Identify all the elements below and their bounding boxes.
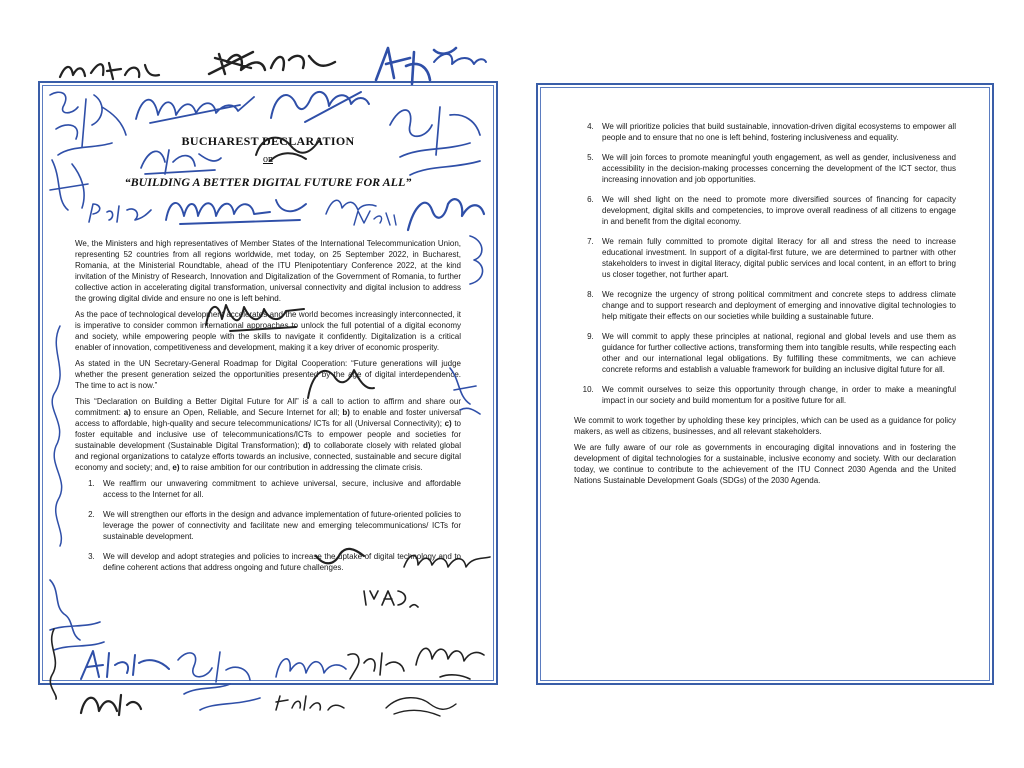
list-item: 9. We will commit to apply these principles at national, regional and global levels and use them as guidance for further collective actions, transforming them into tangible results, while respecting each other and our international legal obligations. By fulfilling these commitments, we can achieve concrete reforms and establish a valuable framework for building an inclusive digital future for all.: [596, 331, 956, 375]
signature: [75, 685, 145, 720]
commitments-list-1: [75, 478, 461, 573]
list-item: 3. We will develop and adopt strategies and policies to increase the uptake of digital technology and to define coherent actions that address ongoing and future challenges.: [97, 551, 461, 573]
list-item: 4. We will prioritize policies that build sustainable, innovation-driven digital ecosystems to empower all people and to ensure that no one is left behind, fostering inclusiveness and equality.: [596, 121, 956, 143]
paragraph-call-to-action: This “Declaration on Building a Better Digital Future for All” is a call to action to affirm and share our commitment: a) to ensure an Open, Reliable, and Secure Internet for all; b) to enable and foster universal access to affordable, high-quality and secure telecommunications/ ICTs for all (Universal Connectivity); c) to foster equitable and inclusive use of telecommunications/ICTs to empower people and societies for sustainable development (Sustainable Digital Transformation); d) to collaborate closely with related global and regional organizations to catalyze efforts towards an inclusive, connected, sustainable and secure digital economy and society; and, e) to raise ambition for our contribution in addressing the climate crisis.: [75, 397, 462, 472]
declaration-on: on: [263, 154, 273, 165]
declaration-title: BUCHAREST DECLARATION: [181, 134, 355, 148]
list-item: 7. We remain fully committed to promote digital literacy for all and stress the need to increase educational investment. In support of a digital-first future, we are determined to partner with other stakeholders to invest in digital literacy, digital public services and local content, in an effort to bring us closer together, not further apart.: [596, 236, 956, 280]
list-item: 8. We recognize the urgency of strong political commitment and concrete steps to address climate change and to support research and deployment of emerging and innovative digital technologies to help mitigate their effects on our societies while building a sustainable future.: [596, 289, 956, 322]
commitments-list-2: [574, 121, 956, 406]
left-body: [75, 238, 461, 582]
signature: [380, 690, 460, 720]
declaration-subtitle: “BUILDING A BETTER DIGITAL FUTURE FOR ALL”: [124, 175, 412, 189]
paragraph-pace: As the pace of technological development accelerates and the world becomes increasingly interconnected, it is imperative to consider common international approaches to unlock the full potential of a digital economy and society, while empowering people with the skills to navigate it confidently. Digitalization is a critical enabler of innovation, competitiveness and development, making it a key driver of economic prosperity.: [75, 310, 461, 352]
right-page: [536, 83, 994, 685]
list-item: 2. We will strengthen our efforts in the design and advance implementation of future-oriented policies to leverage the power of connectivity and facilitate new and emerging telecommunications/ ICTs for sustainable development.: [97, 509, 461, 542]
left-page: [38, 81, 498, 685]
list-item: 1. We reaffirm our unwavering commitment to achieve universal, secure, inclusive and affordable access to the Internet for all.: [97, 478, 461, 500]
signature: [205, 48, 340, 78]
list-item: 5. We will join forces to promote meaningful youth engagement, as well as gender, inclusiveness and accessibility in the decision-making processes concerning the development of the ICT sector, thus increasing innovation and job opportunities.: [596, 152, 956, 185]
right-body: [574, 121, 956, 491]
signature: [430, 48, 490, 70]
paragraph-intro: We, the Ministers and high representatives of Member States of the International Telecommunication Union, representing 52 countries from all regions worldwide, met today, on 25 September 2022, in Bucharest, Romania, at the Ministerial Roundtable, ahead of the ITU Plenipotentiary Conference 2022, at the kind invitation of the Ministry of Research, Innovation and Digitalization of the Government of Romania, to further collective action in accelerating digital transformation, universal connectivity and digital inclusion to address the growing digital divide and ensure no one is left behind.: [75, 239, 461, 303]
closing-paragraph-2: We are fully aware of our role as governments in encouraging digital innovations and in fostering the development of digital technologies for a sustainable, inclusive economy and society. With our declaration today, we continue to contribute to the achievement of the ITU Connect 2030 Agenda and the United Nations Sustainable Development Goals (SDGs) of the 2030 Agenda.: [574, 443, 956, 485]
list-item: 10. We commit ourselves to seize this opportunity through change, in order to make a meaningful impact in our society and build momentum for a positive future for all.: [596, 384, 956, 406]
closing-paragraph-1: We commit to work together by upholding these key principles, which can be used as a guidance for policy makers, as well as citizens, businesses, and all relevant stakeholders.: [574, 416, 956, 436]
signature: [270, 690, 350, 715]
paragraph-roadmap: As stated in the UN Secretary-General Roadmap for Digital Cooperation: “Future generations will judge whether the present generation seized the opportunities presented by the age of digital interdependence. The time to act is now.”: [75, 359, 461, 390]
list-item: 6. We will shed light on the need to promote more diversified sources of financing for capacity development, digital skills and competencies, to improve overall readiness of all citizens to engage in and benefit from the digital economy.: [596, 194, 956, 227]
